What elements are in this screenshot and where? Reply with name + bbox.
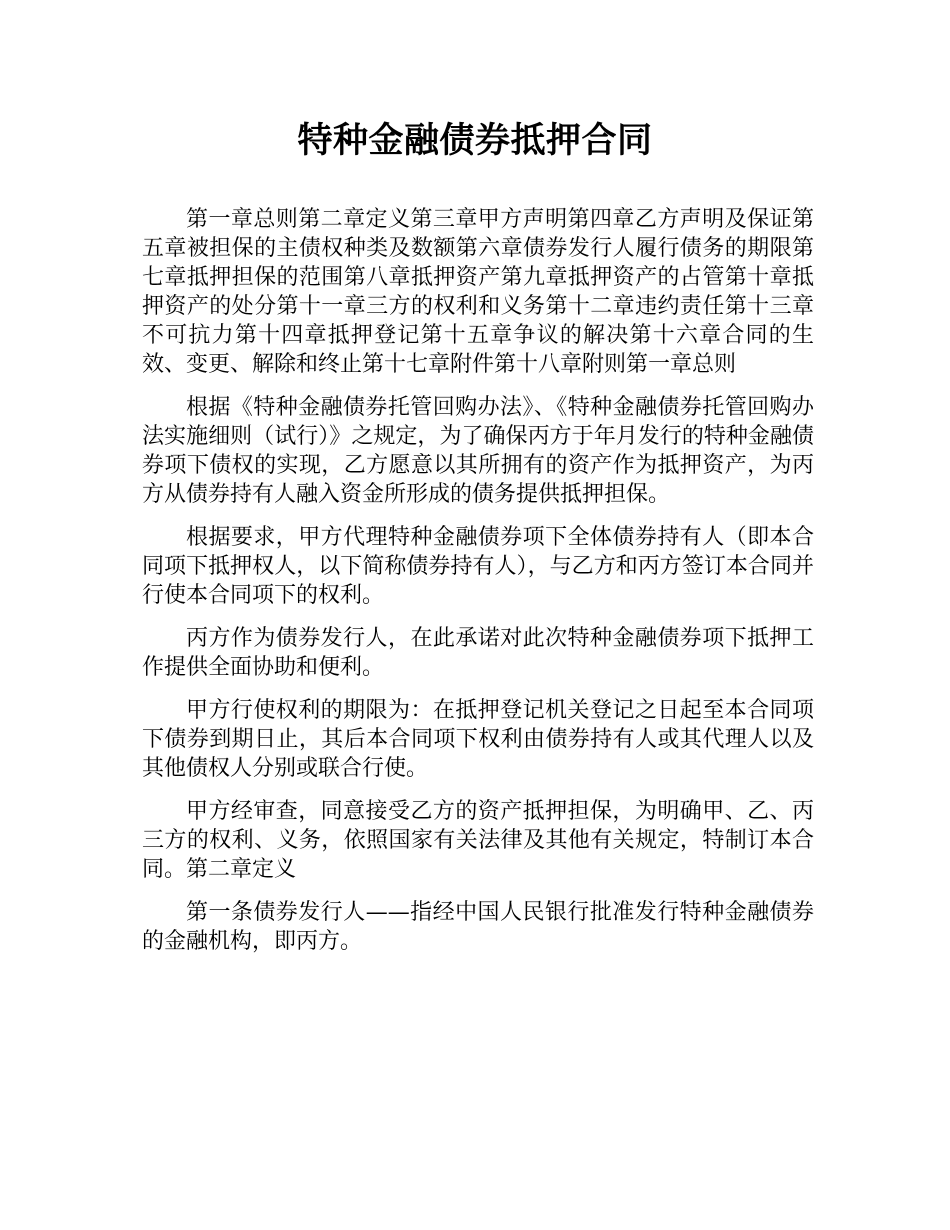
document-body <box>142 205 814 970</box>
paragraph-rights-period: 甲方行使权利的期限为：在抵押登记机关登记之日起至本合同项下债券到期日止，其后本合同项下权利由债券持有人或其代理人以及其他债权人分别或联合行使。 <box>142 698 814 781</box>
paragraph-agent-role: 根据要求，甲方代理特种金融债券项下全体债券持有人（即本合同项下抵押权人，以下简称债券持有人），与乙方和丙方签订本合同并行使本合同项下的权利。 <box>142 525 814 608</box>
paragraph-legal-basis: 根据《特种金融债券托管回购办法》、《特种金融债券托管回购办法实施细则（试行）》之规定，为了确保丙方于年月发行的特种金融债券项下债权的实现，乙方愿意以其所拥有的资产作为抵押资产，为丙方从债券持有人融入资金所形成的债务提供抵押担保。 <box>142 395 814 507</box>
document-title: 特种金融债券抵押合同 <box>297 121 653 161</box>
paragraph-issuer-commitment: 丙方作为债券发行人，在此承诺对此次特种金融债券项下抵押工作提供全面协助和便利。 <box>142 626 814 680</box>
paragraph-chapter-list: 第一章总则第二章定义第三章甲方声明第四章乙方声明及保证第五章被担保的主债权种类及数额第六章债券发行人履行债务的期限第七章抵押担保的范围第八章抵押资产第九章抵押资产的占管第十章抵押资产的处分第十一章三方的权利和义务第十二章违约责任第十三章不可抗力第十四章抵押登记第十五章争议的解决第十六章合同的生效、变更、解除和终止第十七章附件第十八章附则第一章总则 <box>142 207 814 377</box>
paragraph-article-one: 第一条债券发行人——指经中国人民银行批准发行特种金融债券的金融机构，即丙方。 <box>142 900 814 954</box>
paragraph-agreement-purpose: 甲方经审查，同意接受乙方的资产抵押担保，为明确甲、乙、丙三方的权利、义务，依照国家有关法律及其他有关规定，特制订本合同。第二章定义 <box>142 799 814 882</box>
